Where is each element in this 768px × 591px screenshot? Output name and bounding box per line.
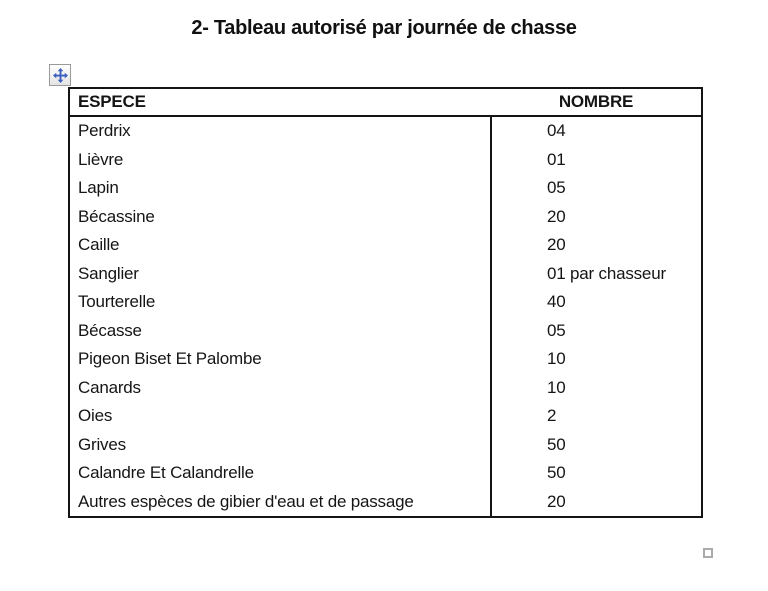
number-cell: 40	[491, 288, 702, 317]
species-label: Lièvre	[78, 149, 124, 169]
table-row	[69, 116, 702, 146]
table-row	[69, 488, 702, 518]
table-row	[69, 231, 702, 260]
table-resize-handle[interactable]	[703, 548, 713, 558]
table-header-row	[69, 88, 702, 116]
species-label: Oies	[78, 406, 113, 425]
document-title: 2- Tableau autorisé par journée de chasse	[191, 17, 577, 39]
species-cell	[69, 459, 491, 488]
species-cell	[69, 146, 491, 175]
species-label: Autres espèces de gibier d'eau et de passage	[78, 491, 414, 511]
table-row	[69, 146, 702, 175]
species-quota-table	[68, 87, 703, 518]
move-arrows-icon	[53, 68, 68, 83]
number-cell: 20	[491, 488, 702, 518]
species-cell	[69, 431, 491, 460]
table-move-handle[interactable]	[49, 64, 71, 86]
species-cell	[69, 374, 491, 403]
species-label: Lapin	[78, 178, 119, 197]
table-row	[69, 459, 702, 488]
species-cell	[69, 317, 491, 346]
species-label: Bécassine	[78, 206, 155, 226]
number-cell: 20	[491, 231, 702, 260]
species-label: Tourterelle	[78, 292, 156, 311]
number-cell: 2	[491, 402, 702, 431]
species-cell	[69, 203, 491, 232]
number-cell: 10	[491, 345, 702, 374]
species-cell	[69, 116, 491, 146]
number-cell: 50	[491, 459, 702, 488]
table-row	[69, 203, 702, 232]
number-cell: 04	[491, 116, 702, 146]
species-label: Pigeon Biset Et Palombe	[78, 349, 262, 368]
species-cell	[69, 231, 491, 260]
table-row	[69, 288, 702, 317]
table-row	[69, 317, 702, 346]
species-cell	[69, 488, 491, 518]
table-row	[69, 402, 702, 431]
table-row	[69, 174, 702, 203]
species-label: Calandre Et Calandrelle	[78, 463, 254, 482]
table-row	[69, 374, 702, 403]
header-nombre: NOMBRE	[491, 88, 702, 116]
species-cell	[69, 260, 491, 289]
table-row	[69, 345, 702, 374]
table-row	[69, 431, 702, 460]
header-espece: ESPECE	[69, 88, 491, 116]
number-cell: 05	[491, 317, 702, 346]
species-cell	[69, 345, 491, 374]
species-label: Sanglier	[78, 263, 139, 283]
species-label: Caille	[78, 235, 120, 254]
species-label: Bécasse	[78, 320, 142, 340]
number-cell: 01 par chasseur	[491, 260, 702, 289]
species-label: Perdrix	[78, 121, 131, 140]
table-row	[69, 260, 702, 289]
number-cell: 20	[491, 203, 702, 232]
number-cell: 50	[491, 431, 702, 460]
species-cell	[69, 402, 491, 431]
species-cell	[69, 174, 491, 203]
species-label: Grives	[78, 434, 126, 454]
number-cell: 05	[491, 174, 702, 203]
number-cell: 01	[491, 146, 702, 175]
species-cell	[69, 288, 491, 317]
number-cell: 10	[491, 374, 702, 403]
species-label: Canards	[78, 377, 141, 397]
